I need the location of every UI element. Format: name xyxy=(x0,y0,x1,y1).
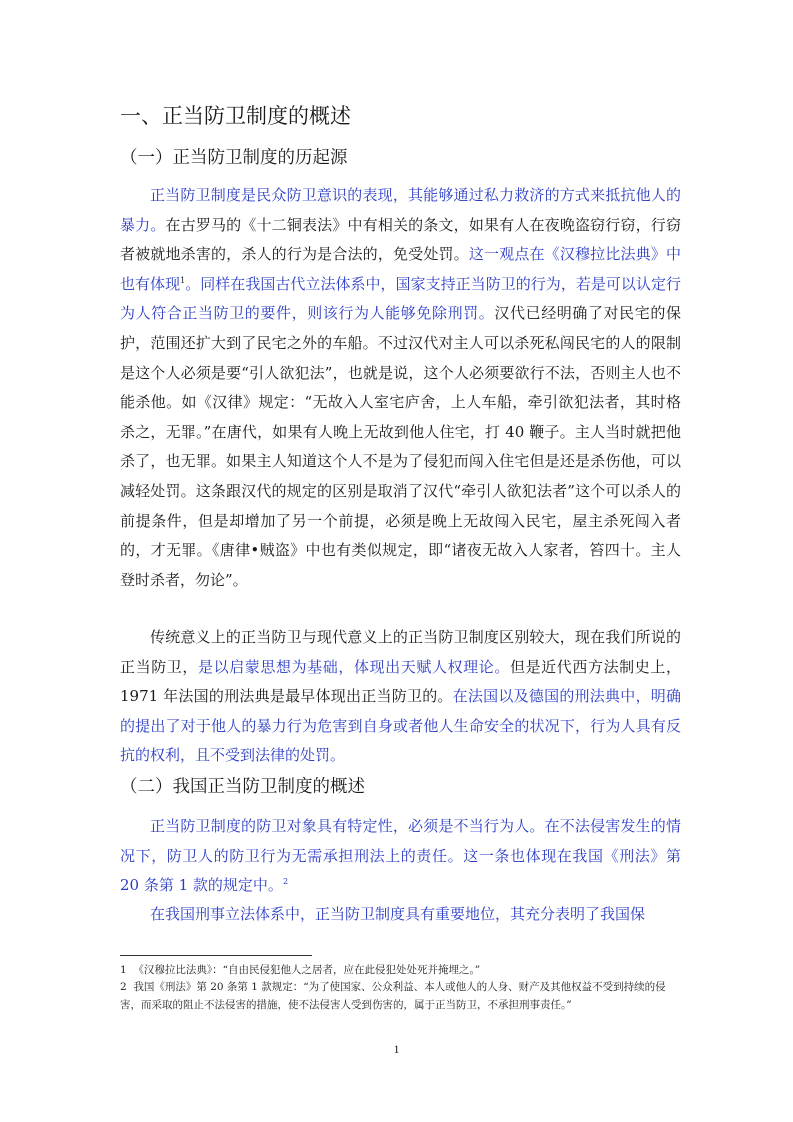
paragraph-2 xyxy=(120,623,681,771)
footnote-2 xyxy=(120,979,681,1014)
footnote-separator xyxy=(120,955,312,956)
page-number: 1 xyxy=(393,1042,400,1056)
p2-sentence-3: 但是近代西方法制史上，1971 年法国的刑法典是最早体现出正当防卫的。 xyxy=(120,657,681,706)
footnote-ref-1[interactable]: 1 xyxy=(180,275,186,285)
p3-text: 正当防卫制度的防卫对象具有特定性，必须是不当行为人。在不法侵害发生的情况下，防卫人的防卫行为无需承担刑法上的责任。这一条也体现在我国《刑法》第 20 条第 1 款的规定中。 xyxy=(120,817,681,895)
p1-sentence-3: 这一观点在《汉穆拉比法典》中也有体现 xyxy=(120,245,681,293)
footnote-1-number: 1 xyxy=(120,964,127,976)
footnote-2-number: 2 xyxy=(120,981,127,993)
section-heading-2: （二）我国正当防卫制度的概述 xyxy=(120,777,365,797)
paragraph-1 xyxy=(120,181,681,595)
chapter-heading: 一、正当防卫制度的概述 xyxy=(120,104,351,128)
p1-sentence-4: 。同样在我国古代立法体系中，国家支持正当防卫的行为，若是可以认定行为人符合正当防卫的要件，则该行为人能够免除刑罚。 xyxy=(120,274,681,323)
p2-sentence-1: 传统意义上的正当防卫与现代意义上的正当防卫制度区别较大，现在我们所说的正当防卫， xyxy=(120,628,681,676)
p2-sentence-2: 是以启蒙思想为基础，体现出天赋人权理论。 xyxy=(198,657,510,676)
p1-sentence-2: 在古罗马的《十二铜表法》中有相关的条文，如果有人在夜晚盗窃行窃，行窃者被就地杀害的，杀人的行为是合法的，免受处罚。 xyxy=(120,215,681,264)
p1-sentence-1: 正当防卫制度是民众防卫意识的表现，其能够通过私力救济的方式来抵抗他人的暴力。 xyxy=(120,186,681,234)
p2-sentence-4: 在法国以及德国的刑法典中，明确的提出了对于他人的暴力行为危害到自身或者他人生命安全的状况下，行为人具有反抗的权利，且不受到法律的处罚。 xyxy=(120,687,681,765)
footnote-1-text: 《汉穆拉比法典》：“自由民侵犯他人之居者，应在此侵犯处处死并掩埋之。” xyxy=(133,964,481,976)
paragraph-4: 在我国刑事立法体系中，正当防卫制度具有重要地位，其充分表明了我国保 xyxy=(150,905,646,923)
footnote-2-text: 我国《刑法》第 20 条第 1 款规定：“为了使国家、公众利益、本人或他人的人身、财产及其他权益不受到持续的侵害，而采取的阻止不法侵害的措施，使不法侵害人受到伤害的，属于正当防卫，不承担刑事责任。” xyxy=(120,981,666,1011)
footnote-1 xyxy=(120,962,681,980)
footnote-ref-2[interactable]: 2 xyxy=(282,877,289,887)
paragraph-3 xyxy=(120,812,681,901)
section-heading-1: （一）正当防卫制度的历起源 xyxy=(120,148,348,168)
p1-sentence-5: 汉代已经明确了对民宅的保护，范围还扩大到了民宅之外的车船。不过汉代对主人可以杀死私闯民宅的人的限制是这个人必须是要“引人欲犯法”，也就是说，这个人必须要欲行不法，否则主人也不能杀他。如《汉律》规定：“无故入人室宅庐舍，上人车船，牵引欲犯法者，其时格杀之，无罪。”在唐代，如果有人晚上无故到他人住宅，打 40 鞭子。主人当时就把他杀了，也无罪。如果主人知道这个人不是为了侵犯而闯入住宅但是还是杀伤他，可以减轻处罚。这条跟汉代的规定的区别是取消了汉代“牵引人欲犯法者”这个可以杀人的前提条件，但是却增加了另一个前提，必须是晚上无故闯入民宅，屋主杀死闯入者的，才无罪。《唐律•贼盗》中也有类似规定，即“诸夜无故入人家者，笞四十。主人登时杀者，勿论”。 xyxy=(120,304,681,589)
